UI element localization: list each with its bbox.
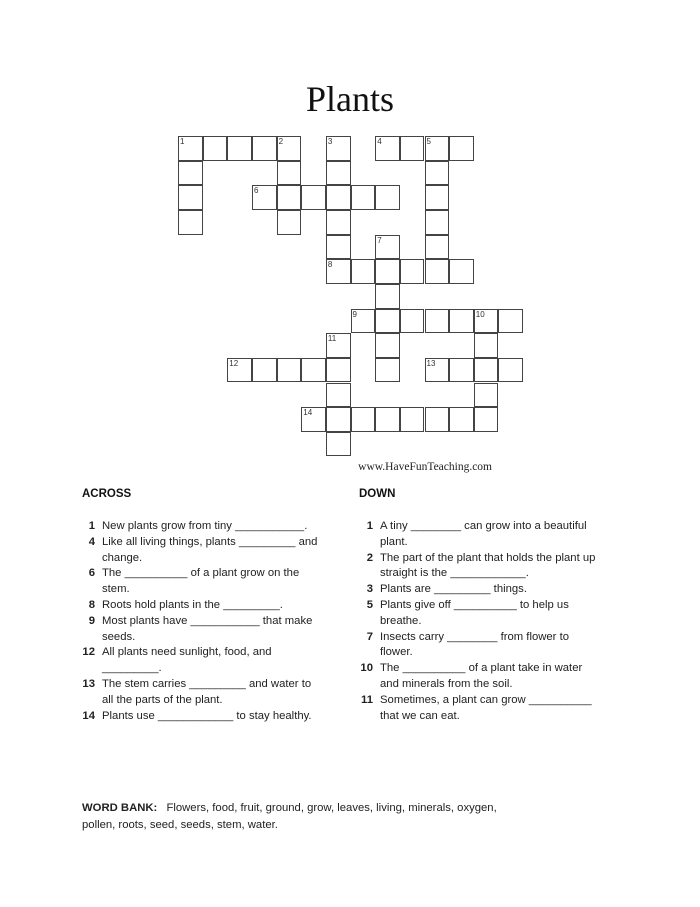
clue-number: 9 [352,309,357,319]
crossword-cell[interactable] [351,407,376,432]
crossword-cell[interactable] [425,259,450,284]
crossword-cell[interactable] [326,407,351,432]
clue-text: stem. [102,583,130,596]
crossword-cell[interactable] [203,136,228,161]
down-heading: DOWN [359,488,396,500]
crossword-cell[interactable] [474,407,499,432]
clue-text: that we can eat. [380,709,460,722]
page-title: Plants [305,79,394,119]
crossword-cell[interactable] [449,136,474,161]
clue-number: 1 [88,520,95,532]
clue-text: Most plants have ___________ that make [102,614,313,627]
clue-text: The __________ of a plant take in water [380,662,583,675]
clue-number: 7 [377,235,382,245]
crossword-cell[interactable] [375,185,400,210]
clue-text: change. [102,551,143,564]
crossword-cell[interactable] [326,136,351,161]
word-bank [82,800,522,834]
down-clue-1 [348,519,618,551]
clue-text: Plants are _________ things. [380,583,527,596]
crossword-cell[interactable] [375,284,400,309]
crossword-cell[interactable] [277,161,302,186]
crossword-cell[interactable] [375,407,400,432]
across-clue-13 [70,677,340,709]
clue-text: The stem carries _________ and water to [102,677,312,690]
crossword-cell[interactable] [351,185,376,210]
crossword-cell[interactable] [326,358,351,383]
down-clue-11 [348,693,618,725]
clue-number: 7 [366,630,373,643]
across-clue-8 [70,598,340,614]
clue-number: 6 [253,186,259,196]
clue-text: and minerals from the soil. [380,677,513,690]
clue-text: _________. [102,662,162,675]
across-clue-12 [70,645,340,677]
crossword-cell[interactable] [326,333,351,358]
clue-text: seeds. [102,630,136,643]
crossword-cell[interactable] [301,358,326,383]
clue-text: breathe. [380,614,422,627]
crossword-cell[interactable] [277,210,302,235]
crossword-cell[interactable] [301,185,326,210]
word-bank-label: WORD BANK: [82,802,158,814]
crossword-cell[interactable] [326,259,351,284]
crossword-cell[interactable] [326,210,351,235]
clue-text: Insects carry ________ from flower to [380,630,569,643]
clue-text: Sometimes, a plant can grow __________ [380,693,592,706]
down-clue-10 [348,661,618,693]
crossword-cell[interactable] [375,136,400,161]
crossword-cell[interactable] [425,210,450,235]
clue-text: Roots hold plants in the _________. [102,598,283,611]
clue-number: 2 [278,137,284,146]
clue-number: 5 [366,598,373,611]
crossword-cell[interactable] [425,235,450,260]
clue-number: 14 [303,408,313,418]
crossword-cell[interactable] [425,185,450,210]
clue-text: flower. [380,646,413,659]
clue-number: 11 [361,693,373,706]
clue-number: 14 [82,709,95,722]
crossword-cell[interactable] [178,185,203,210]
crossword-grid [178,136,524,458]
clue-text: A tiny ________ can grow into a beautiful [380,520,587,532]
clue-number: 5 [426,137,431,146]
crossword-cell[interactable] [425,161,450,186]
clue-number: 12 [82,646,95,659]
clue-number: 13 [426,358,436,368]
crossword-cell[interactable] [400,309,425,334]
crossword-cell[interactable] [498,358,523,383]
crossword-cell[interactable] [252,136,277,161]
clue-text: Plants use ____________ to stay healthy. [102,709,312,722]
crossword-cell[interactable] [277,185,302,210]
across-clue-list [70,519,340,724]
crossword-cell[interactable] [449,407,474,432]
crossword-cell[interactable] [326,185,351,210]
crossword-cell[interactable] [498,309,523,334]
crossword-cell[interactable] [252,185,277,210]
across-clue-1 [70,519,340,535]
crossword-cell[interactable] [400,136,425,161]
crossword-cell[interactable] [449,259,474,284]
down-clue-2 [348,551,618,583]
clue-number: 6 [88,567,95,580]
crossword-cell[interactable] [326,161,351,186]
clue-number: 4 [88,535,95,548]
clue-text: plant. [380,535,408,548]
clue-number: 12 [229,358,239,368]
crossword-cell[interactable] [474,358,499,383]
crossword-cell[interactable] [375,259,400,284]
clue-number: 8 [88,598,95,611]
clue-number: 8 [327,260,333,270]
down-clue-3 [348,582,618,598]
clue-text: All plants need sunlight, food, and [102,646,272,659]
down-clue-5 [348,598,618,630]
clue-text: Plants give off __________ to help us [380,598,569,611]
crossword-cell[interactable] [375,235,400,260]
crossword-cell[interactable] [227,358,252,383]
crossword-cell[interactable] [326,432,351,457]
crossword-cell[interactable] [178,136,203,161]
crossword-cell[interactable] [326,235,351,260]
crossword-cell[interactable] [375,333,400,358]
crossword-cell[interactable] [252,358,277,383]
crossword-cell[interactable] [425,407,450,432]
clue-number: 11 [327,334,337,344]
word-bank-words: Flowers, food, fruit, ground, grow, leaves, living, minerals, oxygen, pollen, roots, seed, seeds, stem, water. [82,802,497,831]
clue-number: 1 [366,520,373,532]
crossword-cell[interactable] [474,333,499,358]
down-clue-7 [348,630,618,662]
crossword-cell[interactable] [449,309,474,334]
crossword-cell[interactable] [227,136,252,161]
clue-text: straight is the ____________. [380,567,529,580]
across-heading: ACROSS [82,488,132,500]
clue-number: 3 [327,137,333,146]
crossword-cell[interactable] [277,136,302,161]
clue-number: 4 [377,137,382,146]
clue-text: Like all living things, plants _________ and [102,535,318,548]
clue-text: New plants grow from tiny ___________. [102,520,308,532]
crossword-cell[interactable] [277,358,302,383]
crossword-cell[interactable] [425,309,450,334]
clue-number: 1 [180,137,185,146]
crossword-cell[interactable] [449,358,474,383]
crossword-cell[interactable] [474,309,499,334]
across-clue-6 [70,566,340,598]
clue-number: 9 [88,614,95,627]
clue-number: 13 [82,677,95,690]
crossword-cell[interactable] [400,407,425,432]
crossword-cell[interactable] [375,309,400,334]
across-clue-14 [70,709,340,725]
clue-number: 2 [366,551,373,564]
down-clue-list [348,519,618,724]
clue-number: 10 [360,662,373,675]
clue-text: The __________ of a plant grow on the [102,567,300,580]
clue-text: all the parts of the plant. [102,693,223,706]
crossword-cell[interactable] [400,259,425,284]
crossword-cell[interactable] [178,161,203,186]
across-clue-9 [70,614,340,646]
crossword-cell[interactable] [375,358,400,383]
clue-number: 3 [366,583,373,596]
crossword-cell[interactable] [178,210,203,235]
crossword-cell[interactable] [474,383,499,408]
crossword-cell[interactable] [351,309,376,334]
clue-number: 10 [475,309,485,319]
crossword-cell[interactable] [301,407,326,432]
crossword-cell[interactable] [425,136,450,161]
crossword-cell[interactable] [326,383,351,408]
crossword-cell[interactable] [425,358,450,383]
across-clue-4 [70,535,340,567]
clue-text: The part of the plant that holds the plant up [380,551,596,564]
crossword-cell[interactable] [351,259,376,284]
website-credit: www.HaveFunTeaching.com [358,461,492,473]
